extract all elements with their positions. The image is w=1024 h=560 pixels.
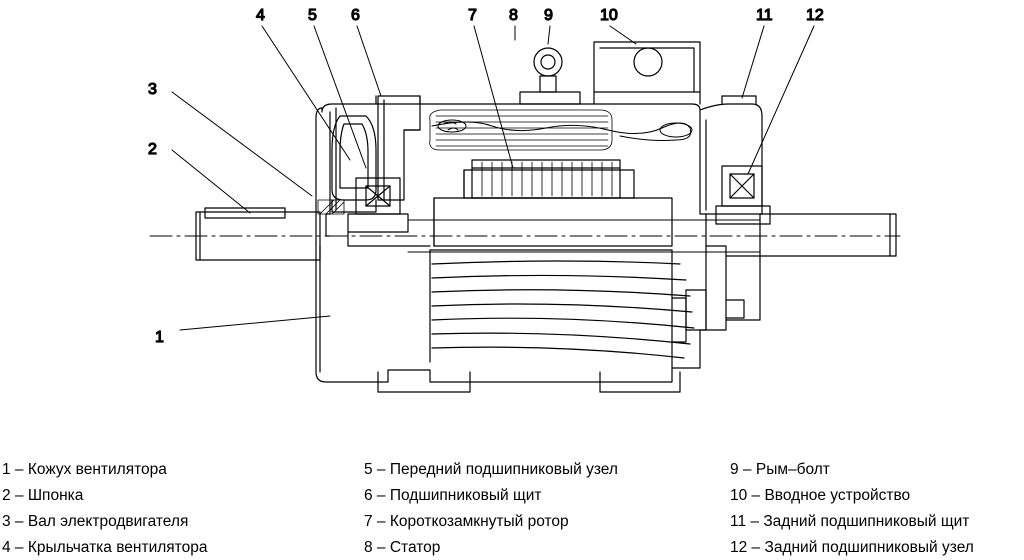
legend-item: 8 – Статор	[364, 539, 441, 556]
legend-item: 11 – Задний подшипниковый щит	[730, 513, 970, 530]
front-bearing-shield	[378, 96, 420, 200]
legend-item: 1 – Кожух вентилятора	[2, 461, 167, 478]
fan-impeller	[332, 116, 376, 212]
svg-text:8: 8	[509, 7, 518, 24]
legend-column-1	[0, 458, 364, 560]
svg-text:9: 9	[544, 7, 553, 24]
svg-text:11: 11	[756, 7, 773, 24]
leader-lines	[172, 26, 814, 330]
legend-item: 5 – Передний подшипниковый узел	[364, 461, 618, 478]
svg-text:6: 6	[351, 7, 360, 24]
squirrel-cage-rotor	[472, 160, 620, 198]
eye-bolt	[520, 48, 580, 104]
legend-item: 3 – Вал электродвигателя	[2, 513, 189, 530]
motor-shaft-left	[196, 208, 320, 260]
stator-housing-outline	[320, 108, 336, 372]
svg-text:3: 3	[148, 81, 157, 98]
svg-text:12: 12	[806, 7, 824, 24]
stator-core	[434, 170, 672, 246]
legend-item: 12 – Задний подшипниковый узел	[730, 539, 974, 556]
legend-column-3	[730, 458, 1024, 560]
stator-windings	[430, 110, 612, 150]
frame-detail	[376, 96, 420, 104]
svg-text:7: 7	[468, 7, 477, 24]
legend-item: 10 – Вводное устройство	[730, 487, 911, 504]
legend-item: 2 – Шпонка	[2, 487, 84, 504]
svg-text:2: 2	[148, 141, 157, 158]
legend	[0, 458, 1024, 560]
svg-text:1: 1	[155, 329, 164, 346]
legend-item: 7 – Короткозамкнутый ротор	[364, 513, 569, 530]
cooling-fins	[430, 250, 694, 368]
legend-item: 9 – Рым–болт	[730, 461, 830, 478]
terminal-box	[594, 42, 700, 104]
legend-item: 6 – Подшипниковый щит	[364, 487, 542, 504]
winding-leads	[432, 120, 692, 141]
svg-text:10: 10	[600, 7, 618, 24]
svg-text:5: 5	[308, 7, 317, 24]
legend-item: 4 – Крыльчатка вентилятора	[2, 539, 208, 556]
rear-bearing-assembly	[716, 166, 770, 224]
svg-text:4: 4	[256, 7, 265, 24]
legend-column-2	[364, 458, 730, 560]
motor-shaft-right	[760, 214, 896, 256]
